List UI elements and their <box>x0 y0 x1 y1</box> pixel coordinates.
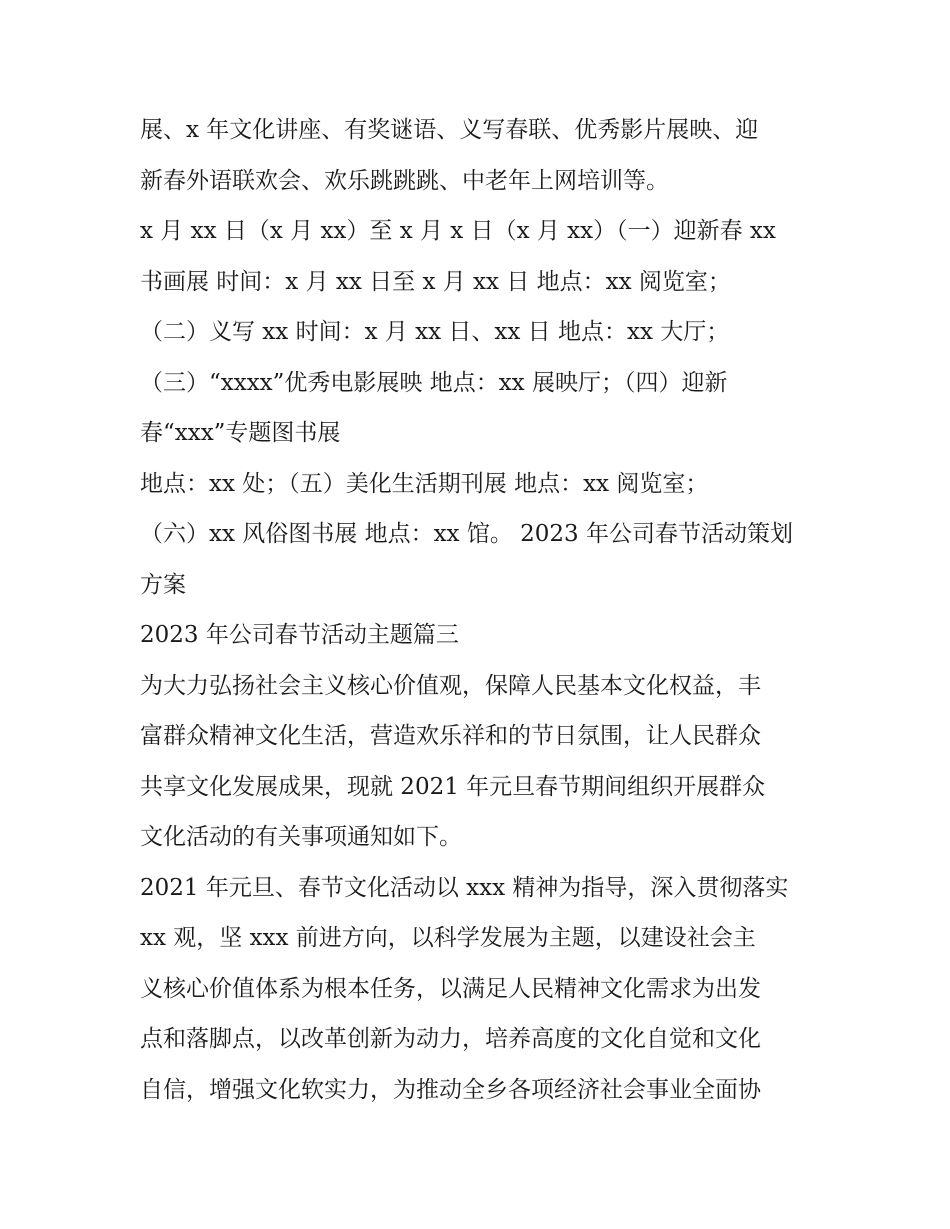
text-line: 共享文化发展成果，现就 2021 年元旦春节期间组织开展群众 <box>140 774 766 800</box>
text-line: 文化活动的有关事项通知如下。 <box>140 824 462 850</box>
text-line: x 月 xx 日（x 月 xx）至 x 月 x 日（x 月 xx）（一）迎新春 xx <box>140 218 776 244</box>
text-line: 为大力弘扬社会主义核心价值观，保障人民基本文化权益，丰 <box>140 673 761 699</box>
text-line: 点和落脚点，以改革创新为动力，培养高度的文化自觉和文化 <box>140 1026 761 1052</box>
text-line: 地点：xx 处；（五）美化生活期刊展 地点：xx 阅览室； <box>140 471 709 497</box>
text-line: xx 观，坚 xxx 前进方向，以科学发展为主题，以建设社会主 <box>140 925 756 951</box>
text-line: 方案 <box>140 572 186 598</box>
text-line: 展、x 年文化讲座、有奖谜语、义写春联、优秀影片展映、迎 <box>140 117 759 143</box>
text-line: 春“xxx”专题图书展 <box>140 420 341 446</box>
text-line: （三）“xxxx”优秀电影展映 地点：xx 展映厅；（四）迎新 <box>140 370 728 396</box>
section-heading: 2023 年公司春节活动主题篇三 <box>140 622 459 648</box>
text-line: 书画展 时间：x 月 xx 日至 x 月 xx 日 地点：xx 阅览室； <box>140 269 731 295</box>
text-line: 自信，增强文化软实力，为推动全乡各项经济社会事业全面协 <box>140 1077 761 1103</box>
text-line: 义核心价值体系为根本任务，以满足人民精神文化需求为出发 <box>140 976 761 1002</box>
text-line: （二）义写 xx 时间：x 月 xx 日、xx 日 地点：xx 大厅； <box>140 319 730 345</box>
text-line: （六）xx 风俗图书展 地点：xx 馆。 2023 年公司春节活动策划 <box>140 521 793 547</box>
text-line: 富群众精神文化生活，营造欢乐祥和的节日氛围，让人民群众 <box>140 723 761 749</box>
text-line: 2021 年元旦、春节文化活动以 xxx 精神为指导，深入贯彻落实 <box>140 875 789 901</box>
text-line: 新春外语联欢会、欢乐跳跳跳、中老年上网培训等。 <box>140 168 669 194</box>
